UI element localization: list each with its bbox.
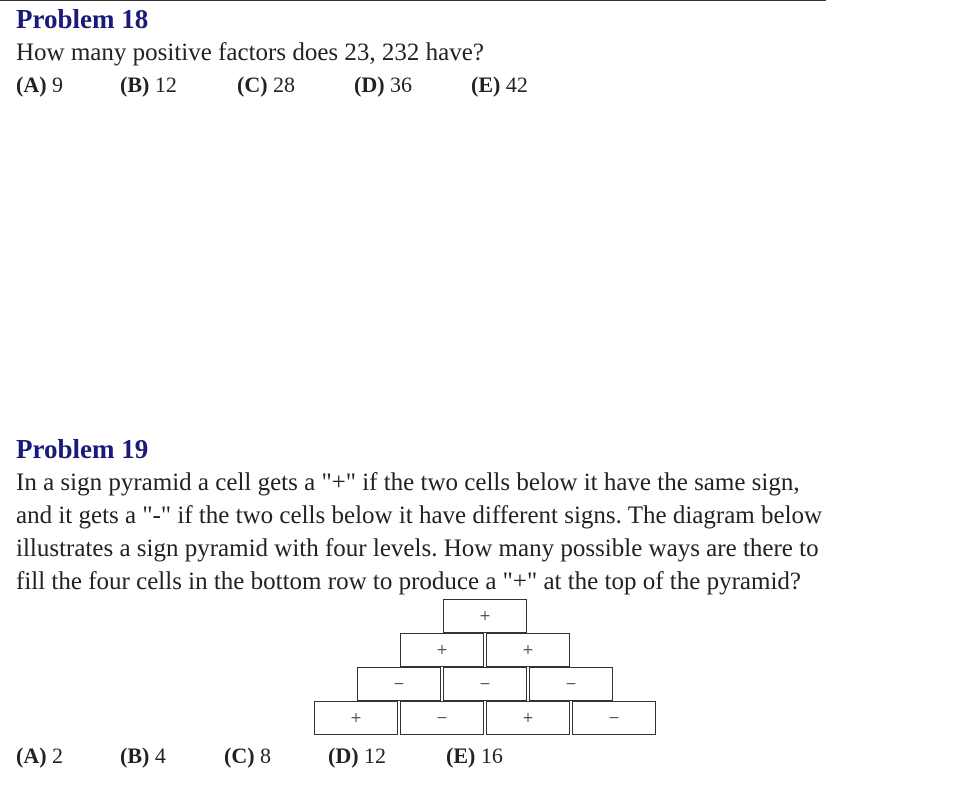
pyramid-cell-r4-c4: − — [572, 701, 656, 735]
choice-d: (D) 12 — [328, 743, 387, 768]
problem-19-question-line-2: and it gets a "-" if the two cells below it have different signs. The diagram below — [16, 502, 823, 529]
choice-a: (A) 2 — [16, 743, 64, 768]
problem-19-question-line-1: In a sign pyramid a cell gets a "+" if the two cells below it have the same sign, — [16, 469, 800, 496]
choice-b: (B) 12 — [120, 72, 177, 97]
problem-19-title: Problem 19 — [16, 434, 149, 464]
pyramid-cell-r3-c3: − — [529, 667, 613, 701]
top-rule — [0, 0, 826, 1]
problem-19 — [16, 433, 945, 598]
choice-c: (C) 8 — [224, 743, 272, 768]
pyramid-cell-r4-c1: + — [314, 701, 398, 735]
choice-e: (E) 42 — [471, 72, 528, 97]
choice-c: (C) 28 — [237, 72, 296, 97]
pyramid-cell-r2-c2: + — [486, 633, 570, 667]
problem-18-title: Problem 18 — [16, 4, 149, 34]
choice-a: (A) 9 — [16, 72, 64, 97]
choice-d: (D) 36 — [354, 72, 413, 97]
choice-e: (E) 16 — [446, 743, 503, 768]
problem-18 — [16, 3, 945, 100]
pyramid-cell-r4-c3: + — [486, 701, 570, 735]
choice-b: (B) 4 — [120, 743, 166, 768]
problem-19-question-line-3: illustrates a sign pyramid with four levels. How many possible ways are there to — [16, 535, 819, 562]
problem-19-choices — [16, 741, 526, 771]
pyramid-cell-r1-c1: + — [443, 599, 527, 633]
problem-18-choices — [16, 70, 945, 100]
pyramid-cell-r2-c1: + — [400, 633, 484, 667]
problem-18-question: How many positive factors does 23, 232 have? — [16, 39, 484, 66]
pyramid-cell-r3-c1: − — [357, 667, 441, 701]
problem-19-question-line-4: fill the four cells in the bottom row to produce a "+" at the top of the pyramid? — [16, 568, 801, 595]
pyramid-cell-r4-c2: − — [400, 701, 484, 735]
pyramid-cell-r3-c2: − — [443, 667, 527, 701]
